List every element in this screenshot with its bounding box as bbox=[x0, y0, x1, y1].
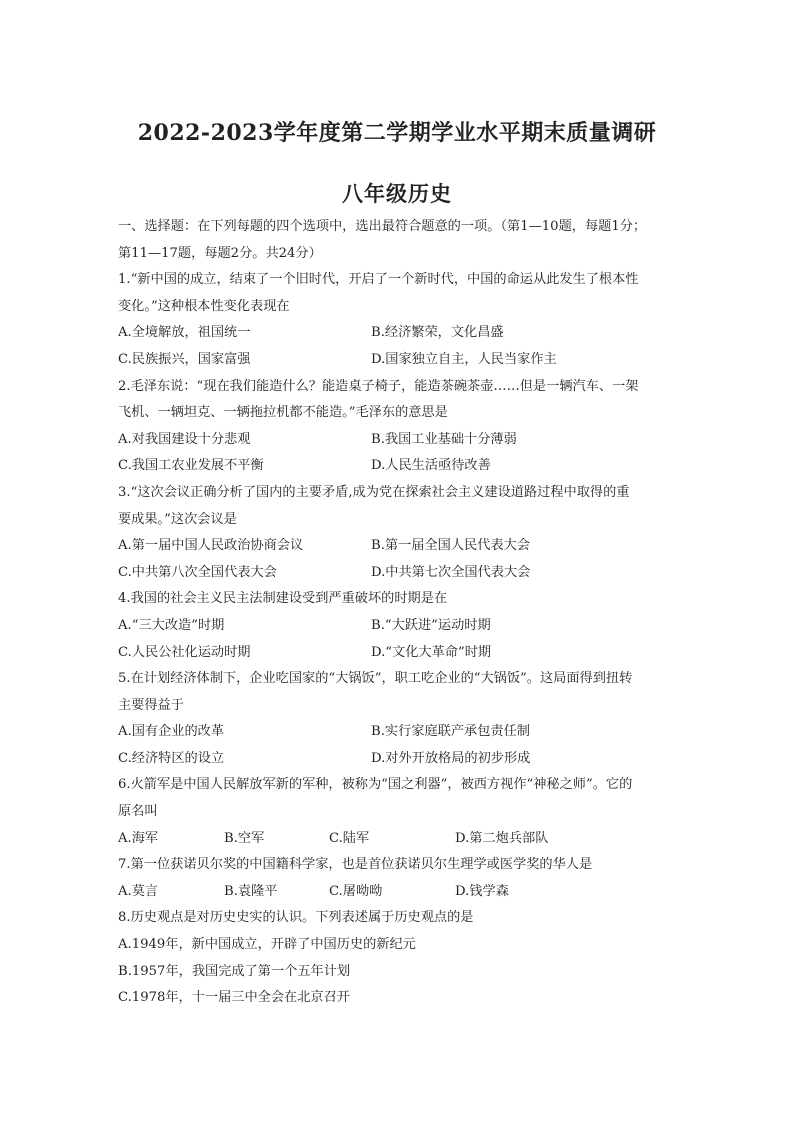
option-row bbox=[118, 427, 688, 454]
option-d: D.国家独立自主，人民当家作主 bbox=[371, 351, 557, 367]
option-a: A.全境解放，祖国统一 bbox=[118, 325, 251, 341]
option-c: C.陆军 bbox=[329, 830, 370, 846]
question-stem: 飞机、一辆坦克、一辆拖拉机都不能造。”毛泽东的意思是 bbox=[118, 405, 448, 421]
question-stem: 主要得益于 bbox=[118, 697, 184, 713]
option-row bbox=[118, 640, 688, 667]
exam-body bbox=[118, 214, 688, 1012]
question-5 bbox=[118, 666, 688, 772]
question-stem: 4.我国的社会主义民主法制建设受到严重破坏的时期是在 bbox=[118, 591, 448, 607]
option-row bbox=[118, 320, 688, 347]
option-a: A.国有企业的改革 bbox=[118, 724, 225, 740]
question-stem: 5.在计划经济体制下，企业吃国家的“大锅饭”，职工吃企业的“大锅饭”。这局面得到扭转 bbox=[118, 671, 633, 687]
option-row bbox=[118, 746, 688, 773]
option-a: A.对我国建设十分悲观 bbox=[118, 431, 251, 447]
option-a: A.海军 bbox=[118, 830, 159, 846]
question-stem: 变化。”这种根本性变化表现在 bbox=[118, 298, 290, 314]
option-b: B.“大跃进”运动时期 bbox=[371, 617, 491, 633]
option-a: A.第一届中国人民政治协商会议 bbox=[118, 538, 304, 554]
question-stem: 6.火箭军是中国人民解放军新的军种，被称为“国之利器”，被西方视作“神秘之师”。它的 bbox=[118, 777, 633, 793]
question-stem: 3.“这次会议正确分析了国内的主要矛盾,成为党在探索社会主义建设道路过程中取得的重 bbox=[118, 484, 630, 500]
option-a: A.莫言 bbox=[118, 883, 159, 899]
question-2 bbox=[118, 374, 688, 480]
option-row bbox=[118, 719, 688, 746]
option-c: C.经济特区的设立 bbox=[118, 750, 225, 766]
option-b: B.我国工业基础十分薄弱 bbox=[371, 431, 517, 447]
option-row bbox=[118, 879, 688, 906]
option-d: D.中共第七次全国代表大会 bbox=[371, 564, 531, 580]
option-b: B.第一届全国人民代表大会 bbox=[371, 538, 530, 554]
question-stem: 8.历史观点是对历史史实的认识。下列表述属于历史观点的是 bbox=[118, 910, 474, 926]
option-b: B.袁隆平 bbox=[224, 883, 278, 899]
option-b: B.实行家庭联产承包责任制 bbox=[371, 724, 530, 740]
option-c: C.中共第八次全国代表大会 bbox=[118, 564, 277, 580]
option-a: A.“三大改造”时期 bbox=[118, 617, 225, 633]
option-row bbox=[118, 453, 688, 480]
question-3 bbox=[118, 480, 688, 586]
option-c: C.屠呦呦 bbox=[329, 883, 383, 899]
question-8 bbox=[118, 905, 688, 1011]
section-instructions bbox=[118, 214, 688, 267]
option-c: C.人民公社化运动时期 bbox=[118, 644, 251, 660]
exam-subject: 八年级历史 bbox=[342, 181, 452, 206]
question-4 bbox=[118, 586, 688, 666]
option-d: D.对外开放格局的初步形成 bbox=[371, 750, 531, 766]
option-row bbox=[118, 560, 688, 587]
instruction-line: 第11—17题，每题2分。共24分） bbox=[118, 245, 322, 261]
option-d: D.人民生活亟待改善 bbox=[371, 458, 491, 474]
option-row bbox=[118, 347, 688, 374]
option-b: B.经济繁荣，文化昌盛 bbox=[371, 325, 504, 341]
option-b: B.空军 bbox=[224, 830, 265, 846]
option-c: C.1978年，十一届三中全会在北京召开 bbox=[118, 990, 350, 1006]
question-6 bbox=[118, 772, 688, 852]
option-row bbox=[118, 613, 688, 640]
question-stem: 2.毛泽东说：“现在我们能造什么？能造桌子椅子，能造茶碗茶壶……但是一辆汽车、一架 bbox=[118, 378, 639, 394]
question-1 bbox=[118, 267, 688, 373]
option-d: D.第二炮兵部队 bbox=[455, 830, 549, 846]
option-row bbox=[118, 533, 688, 560]
instruction-line: 一、选择题：在下列每题的四个选项中，选出最符合题意的一项。（第1—10题，每题1分； bbox=[118, 219, 647, 234]
question-stem: 原名叫 bbox=[118, 804, 158, 820]
option-b: B.1957年，我国完成了第一个五年计划 bbox=[118, 963, 351, 979]
question-stem: 1.“新中国的成立，结束了一个旧时代，开启了一个新时代，中国的命运从此发生了根本性 bbox=[118, 272, 639, 288]
question-7 bbox=[118, 852, 688, 905]
option-row bbox=[118, 826, 688, 853]
option-c: C.我国工农业发展不平衡 bbox=[118, 458, 264, 474]
question-stem: 要成果。”这次会议是 bbox=[118, 511, 237, 527]
question-stem: 7.第一位获诺贝尔奖的中国籍科学家，也是首位获诺贝尔生理学或医学奖的华人是 bbox=[118, 857, 593, 873]
option-d: D.“文化大革命”时期 bbox=[371, 644, 492, 660]
option-a: A.1949年，新中国成立，开辟了中国历史的新纪元 bbox=[118, 937, 416, 953]
option-c: C.民族振兴，国家富强 bbox=[118, 351, 251, 367]
option-d: D.钱学森 bbox=[455, 883, 509, 899]
exam-title: 2022-2023学年度第二学期学业水平期末质量调研 bbox=[137, 120, 657, 146]
